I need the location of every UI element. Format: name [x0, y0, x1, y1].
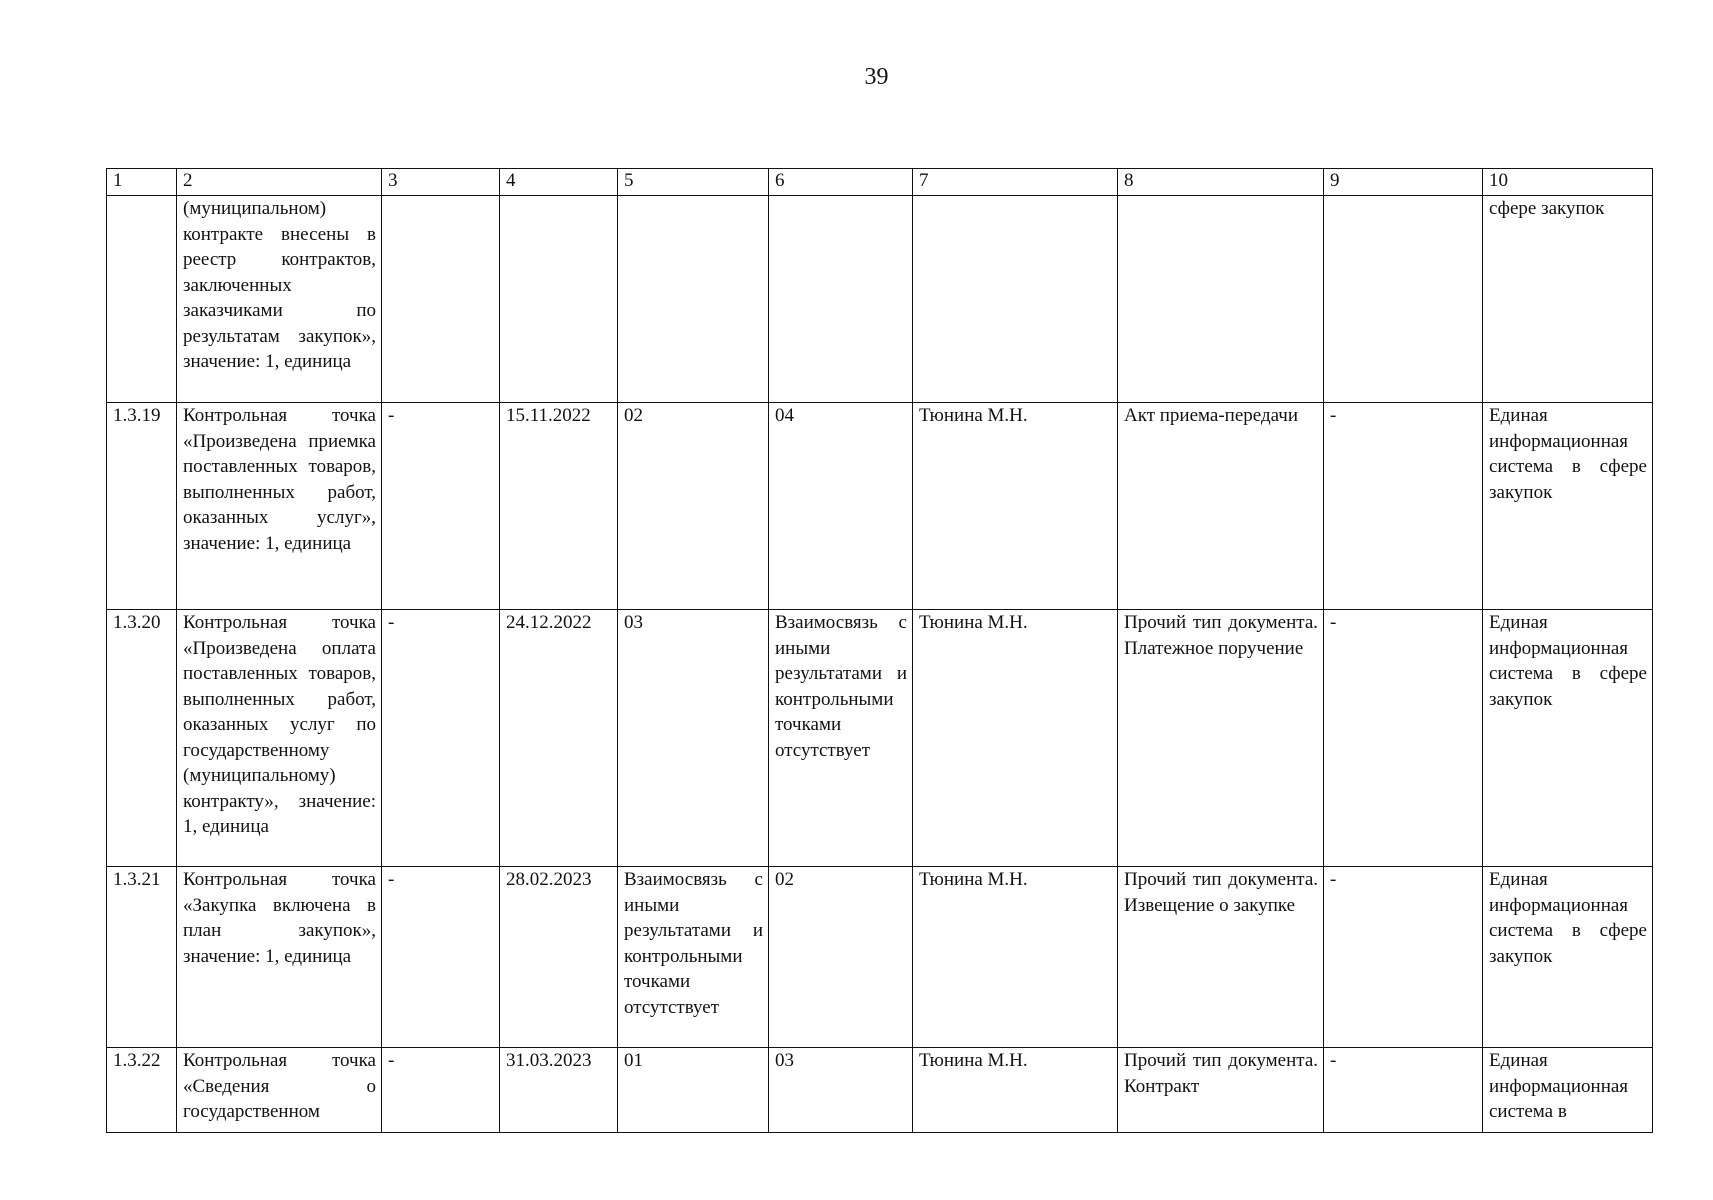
cell-col3: -: [382, 1048, 500, 1133]
control-point-name: Контрольная точка «Произведена приемка поставленных товаров, выполненных работ, оказанных услуг», значение: 1, единица: [177, 403, 382, 610]
row-number: [107, 196, 177, 403]
cell-document: Прочий тип документа. Контракт: [1118, 1048, 1324, 1133]
cell-col6: [769, 196, 913, 403]
cell-information-system: Единая информационная система в сфере закупок: [1483, 403, 1653, 610]
header-cell: 9: [1324, 169, 1483, 196]
control-point-name: Контрольная точка «Закупка включена в план закупок», значение: 1, единица: [177, 867, 382, 1048]
cell-col3: -: [382, 610, 500, 867]
cell-date: [500, 196, 618, 403]
cell-document: Прочий тип документа. Извещение о закупке: [1118, 867, 1324, 1048]
cell-col6: 02: [769, 867, 913, 1048]
header-cell: 3: [382, 169, 500, 196]
cell-information-system: Единая информационная система в сфере закупок: [1483, 610, 1653, 867]
control-points-table: [106, 168, 1653, 1133]
cell-col9: -: [1324, 1048, 1483, 1133]
cell-col5: Взаимосвязь с иными результатами и контрольными точками отсутствует: [618, 867, 769, 1048]
header-cell: 10: [1483, 169, 1653, 196]
cell-col5: [618, 196, 769, 403]
cell-date: 28.02.2023: [500, 867, 618, 1048]
header-cell: 7: [913, 169, 1118, 196]
cell-information-system: Единая информационная система в: [1483, 1048, 1653, 1133]
cell-date: 24.12.2022: [500, 610, 618, 867]
table-header-row: [107, 169, 1653, 196]
cell-col9: -: [1324, 867, 1483, 1048]
cell-col9: [1324, 196, 1483, 403]
table-row: [107, 403, 1653, 610]
cell-responsible: Тюнина М.Н.: [913, 610, 1118, 867]
header-cell: 8: [1118, 169, 1324, 196]
cell-responsible: Тюнина М.Н.: [913, 1048, 1118, 1133]
cell-responsible: [913, 196, 1118, 403]
cell-information-system: сфере закупок: [1483, 196, 1653, 403]
cell-date: 15.11.2022: [500, 403, 618, 610]
cell-col3: [382, 196, 500, 403]
cell-col3: -: [382, 403, 500, 610]
cell-document: Прочий тип документа. Платежное поручение: [1118, 610, 1324, 867]
cell-responsible: Тюнина М.Н.: [913, 403, 1118, 610]
cell-col6: 03: [769, 1048, 913, 1133]
cell-col3: -: [382, 867, 500, 1048]
cell-col9: -: [1324, 610, 1483, 867]
table-row: [107, 867, 1653, 1048]
control-point-name: Контрольная точка «Произведена оплата поставленных товаров, выполненных работ, оказанных услуг по государственному (муниципальному) контракту», значение: 1, единица: [177, 610, 382, 867]
row-number: 1.3.20: [107, 610, 177, 867]
cell-col6: 04: [769, 403, 913, 610]
table-row: [107, 196, 1653, 403]
row-number: 1.3.22: [107, 1048, 177, 1133]
control-point-name: Контрольная точка «Сведения о государственном: [177, 1048, 382, 1133]
header-cell: 1: [107, 169, 177, 196]
header-cell: 5: [618, 169, 769, 196]
control-point-name: (муниципальном) контракте внесены в реестр контрактов, заключенных заказчиками по результатам закупок», значение: 1, единица: [177, 196, 382, 403]
row-number: 1.3.19: [107, 403, 177, 610]
cell-col5: 03: [618, 610, 769, 867]
table-row: [107, 610, 1653, 867]
table-row: [107, 1048, 1653, 1133]
header-cell: 4: [500, 169, 618, 196]
cell-col6: Взаимосвязь с иными результатами и контрольными точками отсутствует: [769, 610, 913, 867]
cell-responsible: Тюнина М.Н.: [913, 867, 1118, 1048]
cell-document: [1118, 196, 1324, 403]
row-number: 1.3.21: [107, 867, 177, 1048]
cell-col5: 02: [618, 403, 769, 610]
cell-col9: -: [1324, 403, 1483, 610]
page-number: 39: [864, 64, 889, 90]
cell-document: Акт приема-передачи: [1118, 403, 1324, 610]
cell-date: 31.03.2023: [500, 1048, 618, 1133]
header-cell: 2: [177, 169, 382, 196]
cell-col5: 01: [618, 1048, 769, 1133]
cell-information-system: Единая информационная система в сфере закупок: [1483, 867, 1653, 1048]
header-cell: 6: [769, 169, 913, 196]
